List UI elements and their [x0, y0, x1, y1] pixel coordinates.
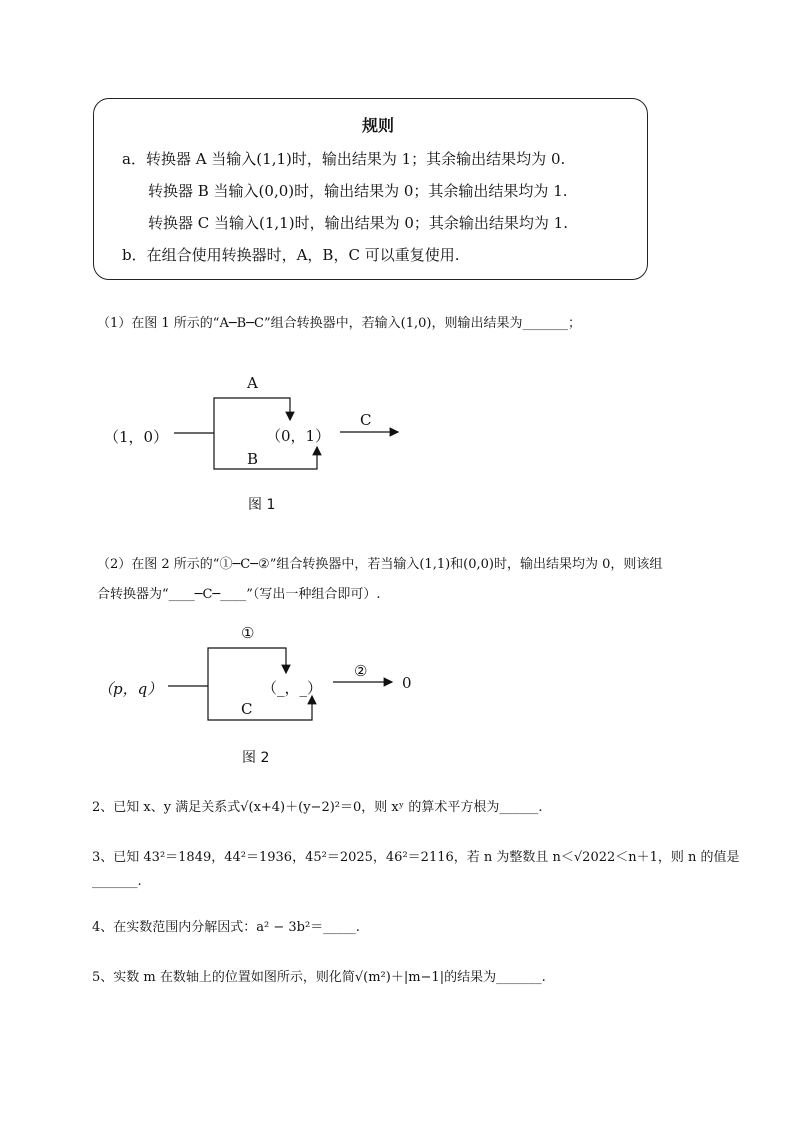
question-2-line-1: （2）在图 2 所示的“①─C─②”组合转换器中，若当输入(1,1)和(0,0)时，输出结果均为 0，则该组 — [97, 557, 663, 572]
figure-1-output-label: C — [360, 411, 372, 429]
figure-2-input: （p，q） — [98, 680, 163, 698]
figure-2-output-value: 0 — [402, 674, 412, 692]
question-2-line-2: 合转换器为“____─C─____”（写出一种组合即可）. — [97, 587, 381, 602]
question-4: 4、在实数范围内分解因式：a² − 3b²＝_____. — [92, 920, 360, 935]
question-5: 5、实数 m 在数轴上的位置如图所示，则化简√(m²)＋|m−1|的结果为_______. — [92, 970, 546, 985]
question-2-sqrt: 2、已知 x、y 满足关系式√(x+4)＋(y−2)²＝0，则 xʸ 的算术平方根为______. — [92, 800, 543, 815]
question-3-line-2: _______. — [92, 874, 142, 889]
figure-2-bottom-label: C — [241, 700, 253, 718]
rule-line-b: b．在组合使用转换器时，A，B，C 可以重复使用. — [122, 246, 460, 264]
figure-2-middle: （_，_） — [262, 679, 323, 697]
figure-1-caption: 图 1 — [248, 497, 276, 513]
figure-2-caption: 图 2 — [242, 750, 270, 766]
question-1-text: （1）在图 1 所示的“A─B─C”组合转换器中，若输入(1,0)，则输出结果为_______； — [97, 316, 581, 331]
rule-line-b-converter: 转换器 B 当输入(0,0)时，输出结果为 0；其余输出结果均为 1. — [148, 182, 568, 200]
figure-2-top-label: ① — [241, 624, 255, 642]
figure-1-bottom-label: B — [247, 450, 259, 468]
rule-line-a: a．转换器 A 当输入(1,1)时，输出结果为 1；其余输出结果均为 0. — [122, 150, 566, 168]
rules-title: 规则 — [362, 116, 395, 135]
figure-1-middle: （0，1） — [266, 427, 331, 445]
figure-1-top-label: A — [247, 374, 258, 392]
rule-line-c-converter: 转换器 C 当输入(1,1)时，输出结果为 0；其余输出结果均为 1. — [148, 214, 568, 232]
question-3-line-1: 3、已知 43²＝1849，44²＝1936，45²＝2025，46²＝2116，若 n 为整数且 n＜√2022＜n＋1，则 n 的值是 — [92, 850, 740, 865]
figure-2-output-label: ② — [354, 662, 368, 680]
figure-1-input: （1，0） — [104, 428, 169, 446]
